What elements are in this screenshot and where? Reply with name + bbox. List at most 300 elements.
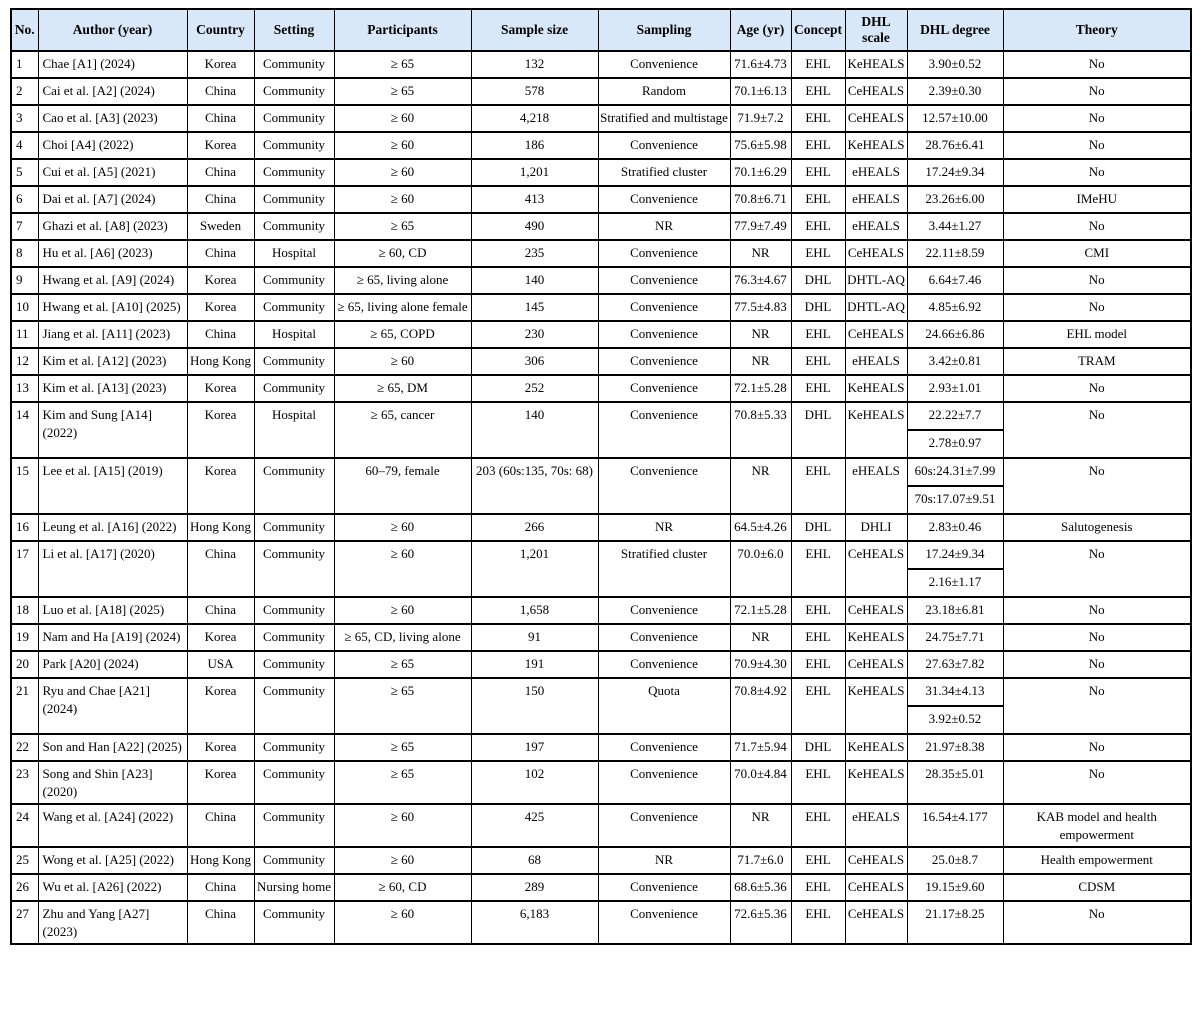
- cell-no: 7: [11, 213, 38, 240]
- cell-concept: EHL: [791, 541, 845, 597]
- cell-no: 12: [11, 348, 38, 375]
- cell-dhl-degree: 19.15±9.60: [907, 874, 1003, 901]
- cell-concept: EHL: [791, 321, 845, 348]
- table-row: [11, 267, 1191, 294]
- cell-sample-size: 132: [471, 51, 598, 78]
- cell-dhl-degree: 3.44±1.27: [907, 213, 1003, 240]
- cell-age: 70.8±4.92: [730, 678, 791, 734]
- cell-dhl-degree: 3.42±0.81: [907, 348, 1003, 375]
- table-row: [11, 874, 1191, 901]
- cell-country: Korea: [187, 678, 254, 734]
- cell-sampling: Convenience: [598, 51, 730, 78]
- column-header-dhl-degree: DHL degree: [907, 9, 1003, 51]
- table-row: [11, 402, 1191, 458]
- cell-concept: EHL: [791, 624, 845, 651]
- cell-sampling: Random: [598, 78, 730, 105]
- cell-author: Leung et al. [A16] (2022): [38, 514, 187, 541]
- cell-participants: ≥ 60: [334, 901, 471, 944]
- cell-theory: TRAM: [1003, 348, 1191, 375]
- cell-dhl-degree: [907, 541, 1003, 597]
- cell-author: Park [A20] (2024): [38, 651, 187, 678]
- cell-concept: DHL: [791, 402, 845, 458]
- cell-age: NR: [730, 321, 791, 348]
- cell-no: 25: [11, 847, 38, 874]
- cell-dhl-scale: KeHEALS: [845, 624, 907, 651]
- cell-theory: No: [1003, 105, 1191, 132]
- cell-dhl-scale: KeHEALS: [845, 678, 907, 734]
- cell-sample-size: 266: [471, 514, 598, 541]
- cell-concept: EHL: [791, 804, 845, 847]
- cell-participants: ≥ 65: [334, 78, 471, 105]
- cell-country: Hong Kong: [187, 514, 254, 541]
- cell-dhl-degree: 21.97±8.38: [907, 734, 1003, 761]
- cell-theory: No: [1003, 267, 1191, 294]
- column-header-age: Age (yr): [730, 9, 791, 51]
- cell-theory: KAB model and health empowerment: [1003, 804, 1191, 847]
- cell-concept: EHL: [791, 51, 845, 78]
- dhl-degree-subvalue: 22.22±7.7: [908, 403, 1003, 431]
- cell-participants: ≥ 60: [334, 105, 471, 132]
- cell-author: Wu et al. [A26] (2022): [38, 874, 187, 901]
- cell-author: Cao et al. [A3] (2023): [38, 105, 187, 132]
- cell-concept: EHL: [791, 186, 845, 213]
- cell-concept: DHL: [791, 514, 845, 541]
- cell-setting: Community: [254, 458, 334, 514]
- cell-dhl-scale: CeHEALS: [845, 240, 907, 267]
- cell-theory: No: [1003, 132, 1191, 159]
- cell-sampling: Convenience: [598, 186, 730, 213]
- cell-country: China: [187, 321, 254, 348]
- cell-author: Kim et al. [A13] (2023): [38, 375, 187, 402]
- column-header-no: No.: [11, 9, 38, 51]
- cell-dhl-degree: 21.17±8.25: [907, 901, 1003, 944]
- cell-dhl-scale: DHLI: [845, 514, 907, 541]
- table-row: [11, 132, 1191, 159]
- cell-dhl-scale: KeHEALS: [845, 51, 907, 78]
- dhl-degree-subvalue: 60s:24.31±7.99: [908, 459, 1003, 487]
- cell-setting: Community: [254, 78, 334, 105]
- cell-concept: EHL: [791, 874, 845, 901]
- column-header-participants: Participants: [334, 9, 471, 51]
- cell-author: Jiang et al. [A11] (2023): [38, 321, 187, 348]
- cell-concept: EHL: [791, 348, 845, 375]
- dhl-degree-subvalue: 3.92±0.52: [928, 711, 982, 726]
- cell-author: Luo et al. [A18] (2025): [38, 597, 187, 624]
- cell-setting: Community: [254, 186, 334, 213]
- cell-sample-size: 186: [471, 132, 598, 159]
- cell-sampling: Convenience: [598, 402, 730, 458]
- cell-dhl-degree: [907, 678, 1003, 734]
- cell-participants: ≥ 60: [334, 514, 471, 541]
- cell-sampling: Convenience: [598, 651, 730, 678]
- cell-country: Korea: [187, 267, 254, 294]
- cell-setting: Community: [254, 624, 334, 651]
- table-row: [11, 541, 1191, 597]
- cell-theory: No: [1003, 294, 1191, 321]
- cell-theory: CDSM: [1003, 874, 1191, 901]
- cell-setting: Community: [254, 159, 334, 186]
- cell-sampling: NR: [598, 213, 730, 240]
- cell-concept: EHL: [791, 761, 845, 804]
- cell-age: 71.9±7.2: [730, 105, 791, 132]
- cell-dhl-degree: 2.83±0.46: [907, 514, 1003, 541]
- cell-dhl-scale: DHTL-AQ: [845, 267, 907, 294]
- cell-concept: EHL: [791, 132, 845, 159]
- dhl-degree-subvalue: 17.24±9.34: [908, 542, 1003, 570]
- cell-no: 15: [11, 458, 38, 514]
- cell-setting: Community: [254, 213, 334, 240]
- cell-participants: ≥ 65, DM: [334, 375, 471, 402]
- cell-setting: Hospital: [254, 321, 334, 348]
- cell-age: 75.6±5.98: [730, 132, 791, 159]
- cell-sampling: Convenience: [598, 874, 730, 901]
- table-row: [11, 186, 1191, 213]
- table-row: [11, 761, 1191, 804]
- cell-theory: No: [1003, 51, 1191, 78]
- cell-dhl-degree: 23.26±6.00: [907, 186, 1003, 213]
- cell-age: NR: [730, 804, 791, 847]
- table-row: [11, 240, 1191, 267]
- cell-participants: 60–79, female: [334, 458, 471, 514]
- cell-dhl-degree: 2.93±1.01: [907, 375, 1003, 402]
- cell-no: 24: [11, 804, 38, 847]
- cell-author: Wong et al. [A25] (2022): [38, 847, 187, 874]
- cell-country: China: [187, 541, 254, 597]
- cell-sampling: NR: [598, 847, 730, 874]
- cell-author: Wang et al. [A24] (2022): [38, 804, 187, 847]
- cell-sample-size: 68: [471, 847, 598, 874]
- cell-concept: EHL: [791, 78, 845, 105]
- cell-no: 11: [11, 321, 38, 348]
- study-characteristics-table: [10, 8, 1192, 945]
- cell-author: Dai et al. [A7] (2024): [38, 186, 187, 213]
- cell-no: 20: [11, 651, 38, 678]
- cell-concept: EHL: [791, 375, 845, 402]
- cell-age: 70.9±4.30: [730, 651, 791, 678]
- cell-sample-size: 150: [471, 678, 598, 734]
- cell-country: China: [187, 804, 254, 847]
- cell-theory: Salutogenesis: [1003, 514, 1191, 541]
- cell-theory: No: [1003, 159, 1191, 186]
- table-row: [11, 321, 1191, 348]
- cell-participants: ≥ 60: [334, 804, 471, 847]
- cell-theory: No: [1003, 78, 1191, 105]
- table-row: [11, 294, 1191, 321]
- cell-sampling: Convenience: [598, 375, 730, 402]
- cell-age: 70.0±4.84: [730, 761, 791, 804]
- cell-sampling: Convenience: [598, 804, 730, 847]
- column-header-country: Country: [187, 9, 254, 51]
- cell-dhl-degree: 24.75±7.71: [907, 624, 1003, 651]
- cell-country: Korea: [187, 624, 254, 651]
- cell-dhl-scale: KeHEALS: [845, 761, 907, 804]
- cell-no: 8: [11, 240, 38, 267]
- cell-setting: Community: [254, 514, 334, 541]
- cell-author: Hu et al. [A6] (2023): [38, 240, 187, 267]
- table-row: [11, 213, 1191, 240]
- cell-country: Korea: [187, 294, 254, 321]
- cell-dhl-scale: eHEALS: [845, 186, 907, 213]
- table-row: [11, 901, 1191, 944]
- cell-theory: No: [1003, 901, 1191, 944]
- cell-sampling: Convenience: [598, 734, 730, 761]
- cell-dhl-scale: KeHEALS: [845, 132, 907, 159]
- cell-age: NR: [730, 240, 791, 267]
- cell-setting: Community: [254, 651, 334, 678]
- cell-setting: Community: [254, 734, 334, 761]
- cell-participants: ≥ 65, living alone: [334, 267, 471, 294]
- column-header-sample-size: Sample size: [471, 9, 598, 51]
- cell-dhl-scale: eHEALS: [845, 213, 907, 240]
- cell-author: Ryu and Chae [A21] (2024): [38, 678, 187, 734]
- cell-sampling: Convenience: [598, 597, 730, 624]
- cell-participants: ≥ 65: [334, 678, 471, 734]
- cell-dhl-degree: 28.76±6.41: [907, 132, 1003, 159]
- cell-no: 10: [11, 294, 38, 321]
- cell-author: Choi [A4] (2022): [38, 132, 187, 159]
- cell-participants: ≥ 60, CD: [334, 874, 471, 901]
- cell-setting: Community: [254, 375, 334, 402]
- column-header-dhl-scale: DHL scale: [845, 9, 907, 51]
- cell-dhl-degree: [907, 458, 1003, 514]
- cell-dhl-scale: DHTL-AQ: [845, 294, 907, 321]
- table-row: [11, 51, 1191, 78]
- cell-author: Song and Shin [A23] (2020): [38, 761, 187, 804]
- cell-dhl-scale: CeHEALS: [845, 847, 907, 874]
- cell-country: Korea: [187, 458, 254, 514]
- cell-age: 71.7±5.94: [730, 734, 791, 761]
- cell-dhl-scale: eHEALS: [845, 159, 907, 186]
- cell-dhl-degree: 12.57±10.00: [907, 105, 1003, 132]
- cell-no: 14: [11, 402, 38, 458]
- cell-age: 77.5±4.83: [730, 294, 791, 321]
- cell-participants: ≥ 60: [334, 847, 471, 874]
- cell-dhl-scale: eHEALS: [845, 458, 907, 514]
- cell-sampling: Convenience: [598, 321, 730, 348]
- cell-sampling: Convenience: [598, 132, 730, 159]
- cell-age: 68.6±5.36: [730, 874, 791, 901]
- cell-age: 70.1±6.13: [730, 78, 791, 105]
- cell-setting: Community: [254, 597, 334, 624]
- cell-author: Kim and Sung [A14] (2022): [38, 402, 187, 458]
- table-row: [11, 597, 1191, 624]
- cell-setting: Community: [254, 678, 334, 734]
- cell-participants: ≥ 65, CD, living alone: [334, 624, 471, 651]
- cell-country: Korea: [187, 761, 254, 804]
- cell-participants: ≥ 60: [334, 597, 471, 624]
- cell-no: 2: [11, 78, 38, 105]
- table-row: [11, 159, 1191, 186]
- cell-sampling: Convenience: [598, 348, 730, 375]
- cell-sample-size: 191: [471, 651, 598, 678]
- cell-country: Hong Kong: [187, 348, 254, 375]
- cell-age: 70.8±6.71: [730, 186, 791, 213]
- cell-sample-size: 1,658: [471, 597, 598, 624]
- cell-theory: No: [1003, 734, 1191, 761]
- cell-participants: ≥ 65: [334, 734, 471, 761]
- cell-participants: ≥ 65, living alone female: [334, 294, 471, 321]
- cell-dhl-scale: CeHEALS: [845, 105, 907, 132]
- cell-dhl-degree: 16.54±4.177: [907, 804, 1003, 847]
- cell-age: 72.1±5.28: [730, 597, 791, 624]
- cell-no: 21: [11, 678, 38, 734]
- cell-theory: No: [1003, 651, 1191, 678]
- cell-theory: EHL model: [1003, 321, 1191, 348]
- cell-sample-size: 413: [471, 186, 598, 213]
- cell-dhl-scale: eHEALS: [845, 804, 907, 847]
- cell-setting: Community: [254, 541, 334, 597]
- cell-no: 19: [11, 624, 38, 651]
- cell-sampling: Convenience: [598, 267, 730, 294]
- cell-country: Korea: [187, 132, 254, 159]
- cell-age: 64.5±4.26: [730, 514, 791, 541]
- cell-country: Hong Kong: [187, 847, 254, 874]
- cell-concept: EHL: [791, 159, 845, 186]
- cell-concept: EHL: [791, 651, 845, 678]
- cell-dhl-scale: KeHEALS: [845, 734, 907, 761]
- cell-concept: EHL: [791, 678, 845, 734]
- cell-sample-size: 6,183: [471, 901, 598, 944]
- cell-age: 77.9±7.49: [730, 213, 791, 240]
- cell-sample-size: 91: [471, 624, 598, 651]
- cell-concept: DHL: [791, 267, 845, 294]
- cell-sample-size: 1,201: [471, 159, 598, 186]
- cell-no: 27: [11, 901, 38, 944]
- cell-sampling: NR: [598, 514, 730, 541]
- cell-concept: EHL: [791, 597, 845, 624]
- cell-dhl-scale: CeHEALS: [845, 597, 907, 624]
- cell-participants: ≥ 65: [334, 51, 471, 78]
- cell-concept: EHL: [791, 847, 845, 874]
- cell-dhl-degree: 4.85±6.92: [907, 294, 1003, 321]
- cell-participants: ≥ 60: [334, 348, 471, 375]
- table-row: [11, 78, 1191, 105]
- cell-age: 70.8±5.33: [730, 402, 791, 458]
- cell-participants: ≥ 65: [334, 761, 471, 804]
- cell-country: USA: [187, 651, 254, 678]
- cell-sampling: Convenience: [598, 458, 730, 514]
- column-header-theory: Theory: [1003, 9, 1191, 51]
- cell-concept: DHL: [791, 734, 845, 761]
- table-row: [11, 375, 1191, 402]
- cell-theory: No: [1003, 541, 1191, 597]
- cell-country: China: [187, 901, 254, 944]
- cell-sample-size: 203 (60s:135, 70s: 68): [471, 458, 598, 514]
- cell-age: NR: [730, 624, 791, 651]
- column-header-concept: Concept: [791, 9, 845, 51]
- cell-no: 1: [11, 51, 38, 78]
- cell-concept: EHL: [791, 240, 845, 267]
- cell-country: Korea: [187, 375, 254, 402]
- cell-setting: Nursing home: [254, 874, 334, 901]
- cell-dhl-degree: 6.64±7.46: [907, 267, 1003, 294]
- cell-setting: Community: [254, 132, 334, 159]
- cell-country: Sweden: [187, 213, 254, 240]
- table-row: [11, 847, 1191, 874]
- cell-dhl-degree: 25.0±8.7: [907, 847, 1003, 874]
- cell-age: 70.1±6.29: [730, 159, 791, 186]
- cell-country: China: [187, 78, 254, 105]
- cell-no: 26: [11, 874, 38, 901]
- cell-dhl-scale: KeHEALS: [845, 402, 907, 458]
- cell-sample-size: 140: [471, 267, 598, 294]
- cell-dhl-degree: 2.39±0.30: [907, 78, 1003, 105]
- cell-age: 71.6±4.73: [730, 51, 791, 78]
- cell-no: 13: [11, 375, 38, 402]
- cell-theory: Health empowerment: [1003, 847, 1191, 874]
- cell-age: 76.3±4.67: [730, 267, 791, 294]
- cell-participants: ≥ 65, COPD: [334, 321, 471, 348]
- cell-theory: No: [1003, 458, 1191, 514]
- cell-country: China: [187, 597, 254, 624]
- cell-sample-size: 4,218: [471, 105, 598, 132]
- cell-dhl-scale: CeHEALS: [845, 874, 907, 901]
- cell-participants: ≥ 60: [334, 159, 471, 186]
- cell-dhl-scale: CeHEALS: [845, 321, 907, 348]
- cell-dhl-scale: CeHEALS: [845, 651, 907, 678]
- cell-theory: No: [1003, 624, 1191, 651]
- cell-author: Lee et al. [A15] (2019): [38, 458, 187, 514]
- cell-no: 3: [11, 105, 38, 132]
- cell-theory: CMI: [1003, 240, 1191, 267]
- cell-participants: ≥ 65: [334, 651, 471, 678]
- cell-author: Son and Han [A22] (2025): [38, 734, 187, 761]
- table-row: [11, 458, 1191, 514]
- cell-country: China: [187, 159, 254, 186]
- cell-participants: ≥ 65: [334, 213, 471, 240]
- cell-dhl-scale: CeHEALS: [845, 78, 907, 105]
- cell-sample-size: 102: [471, 761, 598, 804]
- cell-age: 71.7±6.0: [730, 847, 791, 874]
- cell-no: 5: [11, 159, 38, 186]
- cell-dhl-scale: CeHEALS: [845, 901, 907, 944]
- cell-theory: No: [1003, 597, 1191, 624]
- table-row: [11, 348, 1191, 375]
- cell-setting: Community: [254, 51, 334, 78]
- cell-dhl-degree: 22.11±8.59: [907, 240, 1003, 267]
- cell-sample-size: 306: [471, 348, 598, 375]
- table-row: [11, 624, 1191, 651]
- cell-sample-size: 140: [471, 402, 598, 458]
- cell-participants: ≥ 60: [334, 541, 471, 597]
- cell-participants: ≥ 60: [334, 186, 471, 213]
- cell-author: Hwang et al. [A9] (2024): [38, 267, 187, 294]
- cell-age: 72.1±5.28: [730, 375, 791, 402]
- cell-setting: Community: [254, 804, 334, 847]
- cell-country: Korea: [187, 51, 254, 78]
- cell-sample-size: 490: [471, 213, 598, 240]
- dhl-degree-subvalue: 2.78±0.97: [928, 435, 982, 450]
- cell-concept: EHL: [791, 458, 845, 514]
- cell-author: Kim et al. [A12] (2023): [38, 348, 187, 375]
- cell-age: 70.0±6.0: [730, 541, 791, 597]
- cell-dhl-degree: 3.90±0.52: [907, 51, 1003, 78]
- cell-concept: EHL: [791, 213, 845, 240]
- cell-setting: Community: [254, 294, 334, 321]
- cell-participants: ≥ 65, cancer: [334, 402, 471, 458]
- table-row: [11, 804, 1191, 847]
- cell-author: Chae [A1] (2024): [38, 51, 187, 78]
- cell-dhl-degree: 17.24±9.34: [907, 159, 1003, 186]
- table-row: [11, 734, 1191, 761]
- cell-sample-size: 252: [471, 375, 598, 402]
- cell-setting: Community: [254, 847, 334, 874]
- table-row: [11, 514, 1191, 541]
- cell-sampling: Convenience: [598, 294, 730, 321]
- cell-sampling: Convenience: [598, 901, 730, 944]
- table-row: [11, 678, 1191, 734]
- cell-concept: DHL: [791, 294, 845, 321]
